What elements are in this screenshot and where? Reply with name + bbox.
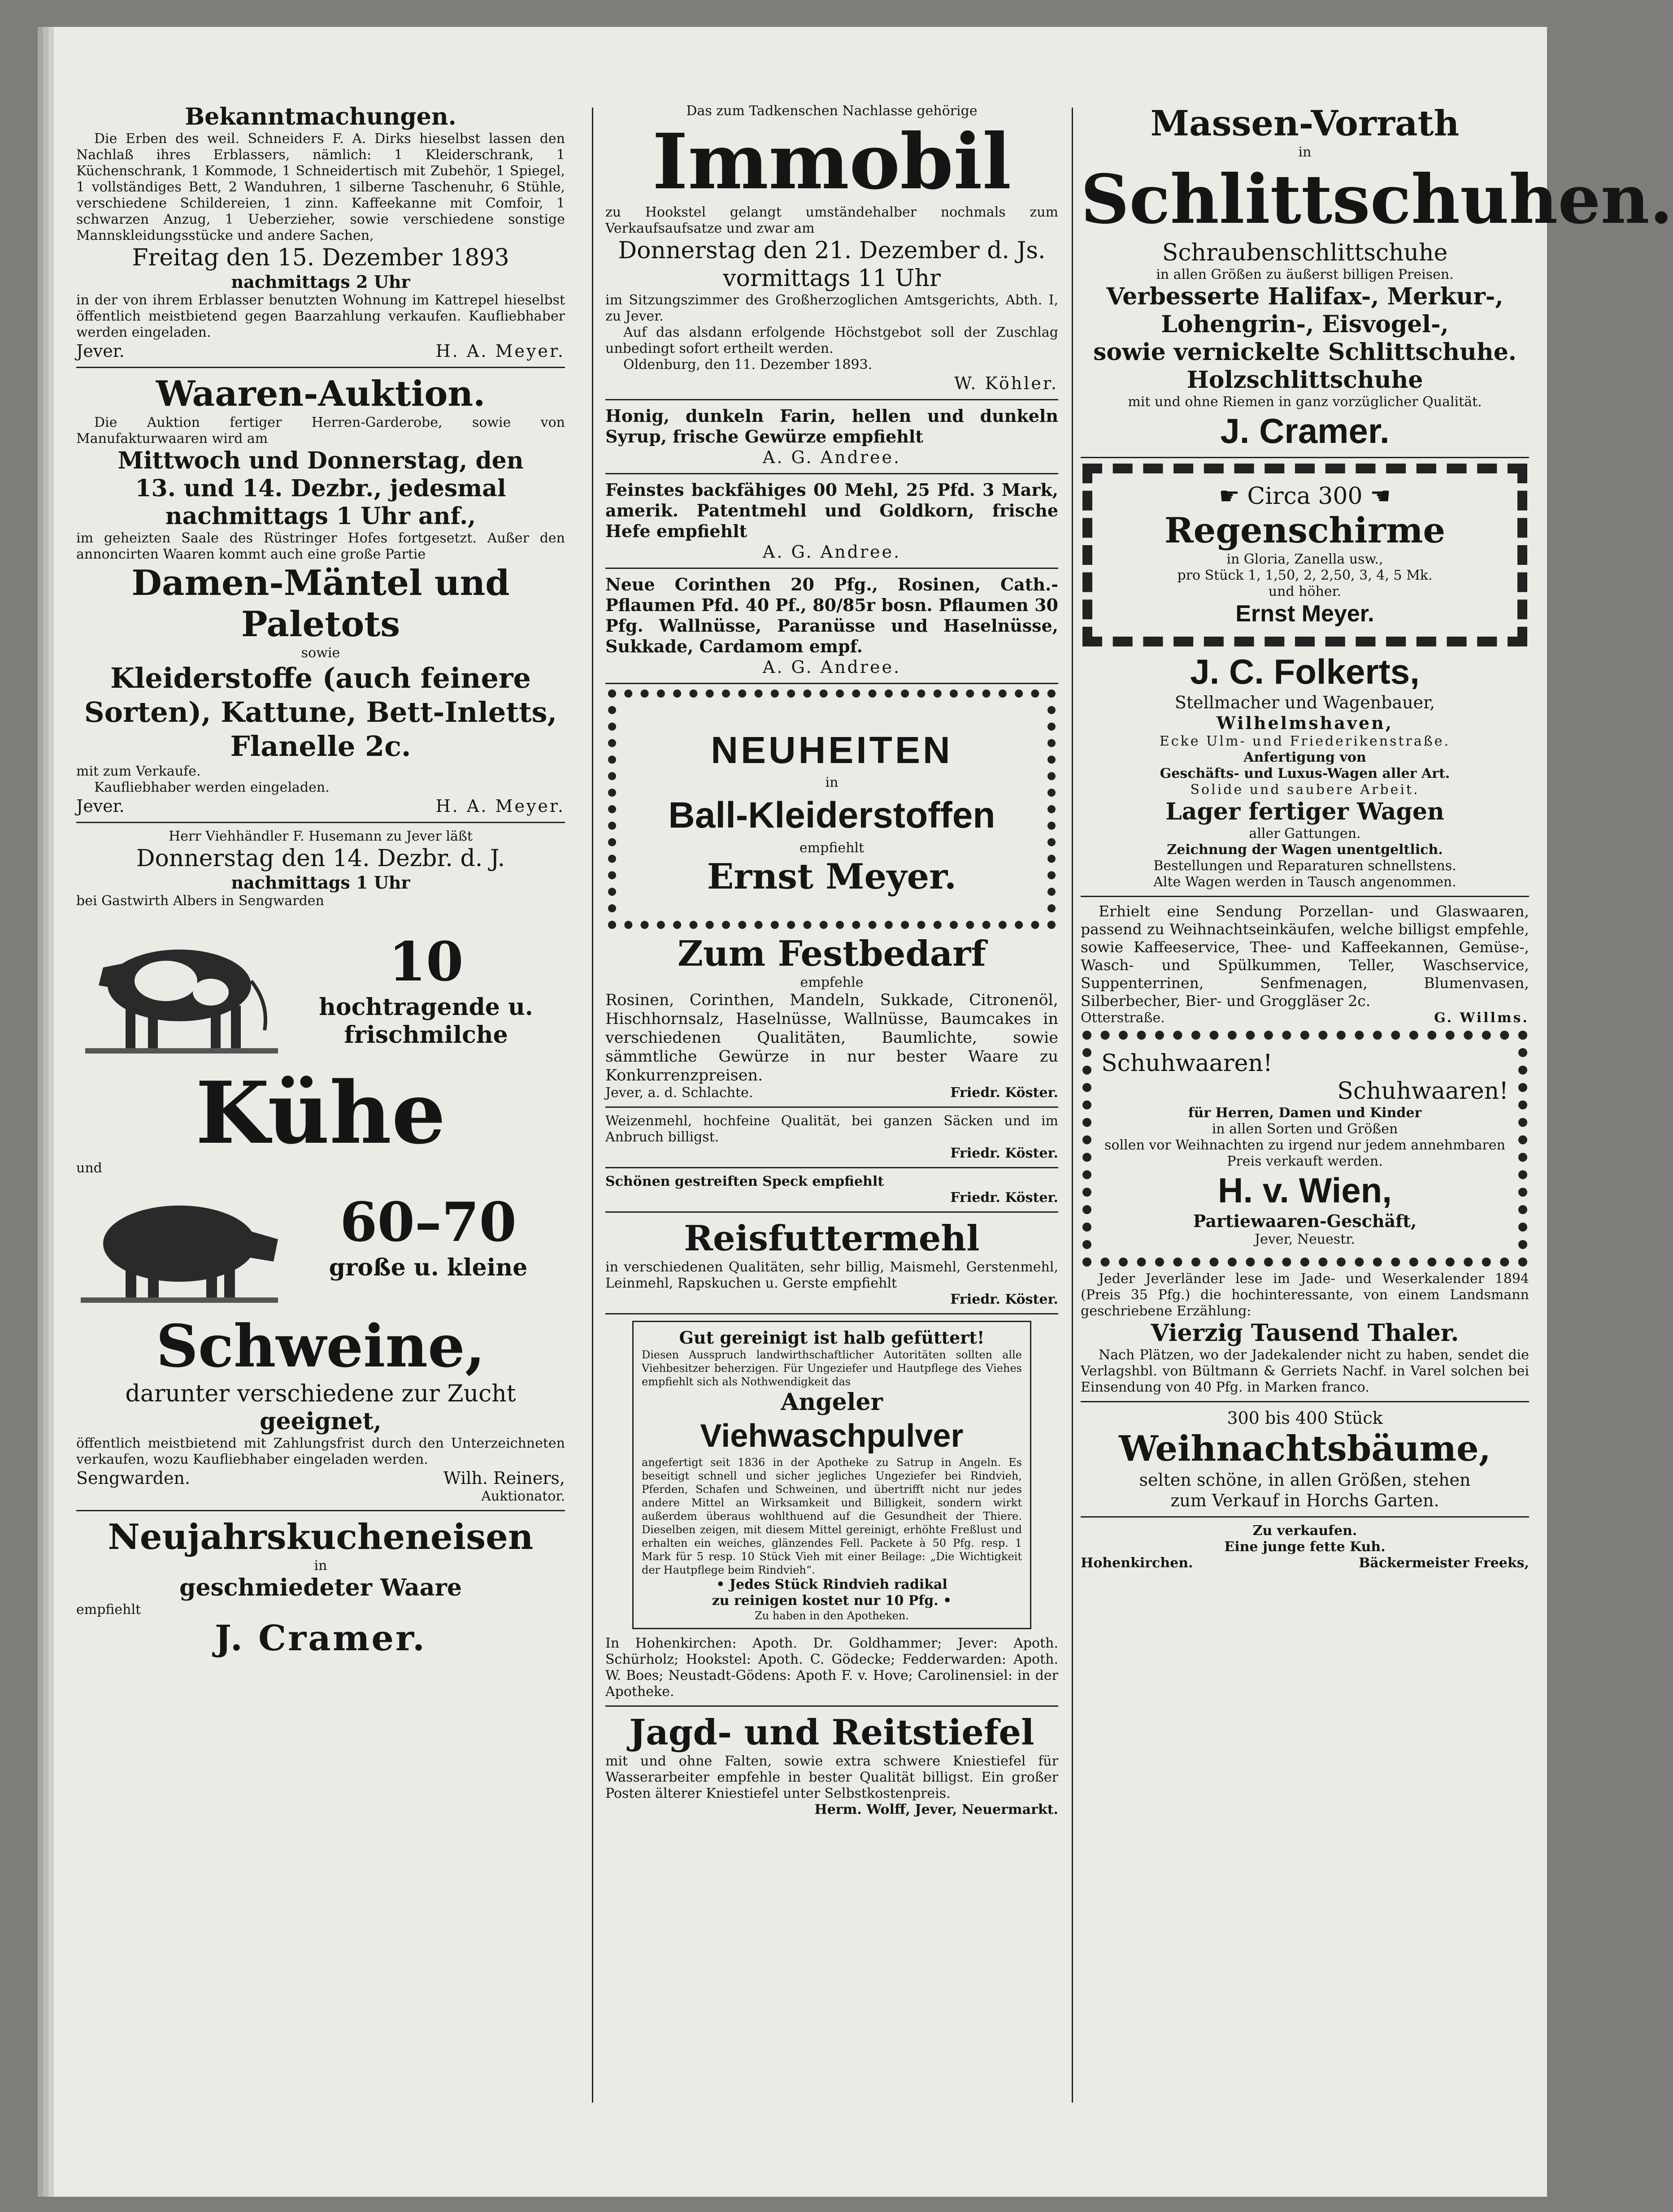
viehwaschpulver-head: Gut gereinigt ist halb gefüttert!	[679, 1327, 985, 1348]
cow-frischmilche: frischmilche	[344, 1021, 508, 1049]
neuheiten-in: in	[825, 775, 839, 790]
folkerts-title: J. C. Folkerts,	[1190, 652, 1420, 691]
divider	[605, 1106, 1058, 1108]
regenschirme-circa-text: Circa 300	[1247, 483, 1363, 510]
holzschlittschuhe: Holzschlittschuhe	[1186, 366, 1423, 394]
neujahrskucheneisen-sub: geschmiedeter Waare	[179, 1574, 462, 1601]
weihnachtsbaeume-l2: zum Verkauf in Horchs Garten.	[1170, 1491, 1439, 1510]
regenschirme-box	[1082, 464, 1527, 646]
immobil-intro: Das zum Tadkenschen Nachlasse gehörige	[686, 103, 978, 119]
waaren-auktion-signature	[76, 796, 565, 816]
divider	[76, 822, 565, 823]
place: Jever.	[76, 796, 125, 816]
pig-text	[291, 1191, 565, 1282]
regenschirme-line2: pro Stück 1, 1,50, 2, 2,50, 3, 4, 5 Mk.	[1177, 568, 1433, 583]
massen-vorrath-line: in allen Größen zu äußerst billigen Preisen.	[1156, 267, 1454, 282]
divider	[1081, 896, 1529, 897]
schuhwaaren-addr: Jever, Neuestr.	[1255, 1232, 1355, 1247]
massen-vorrath-in: in	[1298, 144, 1312, 160]
pig-count: 60–70	[340, 1191, 517, 1254]
viehhaendler-time: nachmittags 1 Uhr	[231, 872, 410, 893]
neuheiten-emp: empfiehlt	[799, 840, 865, 856]
neuheiten-sign: Ernst Meyer.	[707, 856, 957, 897]
divider	[605, 1211, 1058, 1213]
schweine-darunter: darunter verschiedene zur Zucht	[125, 1380, 516, 1407]
divider	[605, 399, 1058, 400]
weihnachtsbaeume-title: Weihnachtsbäume,	[1119, 1428, 1491, 1469]
folkerts-anf: Anfertigung von	[1243, 750, 1366, 765]
schuhwaaren-l2: in allen Sorten und Größen	[1212, 1121, 1398, 1137]
folkerts-allg: aller Gattungen.	[1249, 826, 1361, 841]
folkerts-sub: Stellmacher und Wagenbauer,	[1174, 693, 1435, 712]
viehhaendler-intro: Herr Viehhändler F. Husemann zu Jever läßt	[169, 828, 473, 844]
honig-sign: A. G. Andree.	[762, 447, 901, 467]
folkerts-zeich: Zeichnung der Wagen unentgeltlich.	[1167, 842, 1443, 858]
reisfuttermehl-body: in verschiedenen Qualitäten, sehr billig, Maismehl, Gerstenmehl, Leinmehl, Rapskuchen u. Gerste empfiehlt	[605, 1259, 1058, 1291]
apotheken-list: In Hohenkirchen: Apoth. Dr. Goldhammer; Jever: Apoth. Schürholz; Hookstel: Apoth. C. Gödecke; Fedderwarden: Apoth. W. Boes; Neustadt-Gödens: Apoth F. v. Hove; Carolinensiel: in der Apotheke.	[605, 1635, 1058, 1700]
waaren-auktion-intro: Die Auktion fertiger Herren-Garderobe, sowie von Manufakturwaaren wird am	[76, 415, 565, 447]
signer: G. Willms.	[1434, 1010, 1529, 1026]
pig-grosse: große u. kleine	[329, 1254, 528, 1281]
schweine-title: Schweine,	[156, 1312, 486, 1380]
schuhwaaren-sub: Partiewaaren-Geschäft,	[1193, 1211, 1417, 1231]
folkerts-lager: Lager fertiger Wagen	[1165, 798, 1444, 825]
signer: Bäckermeister Freeks,	[1359, 1555, 1529, 1571]
schraubenschlittschuhe: Schraubenschlittschuhe	[1162, 239, 1448, 266]
divider	[76, 367, 565, 368]
schuhwaaren-1: Schuhwaaren!	[1101, 1050, 1273, 1077]
place: Otterstraße.	[1081, 1010, 1165, 1026]
place: Jever.	[76, 341, 125, 361]
regenschirme-sign: Ernst Meyer.	[1235, 601, 1374, 627]
waaren-auktion-body: im geheizten Saale des Rüstringer Hofes fortgesetzt. Außer den annoncirten Waaren kommt auch eine große Partie	[76, 530, 565, 562]
willms-body: Erhielt eine Sendung Porzellan- und Glaswaaren, passend zu Weihnachtseinkäufen, welche billigst empfehle, sowie Kaffeeservice, Thee- und Kaffeekannen, Gemüse-, Wasch- und Spülkummen, Teller, Waschservice, Suppenterrinen, Senfmenagen, Blumenvasen, Silberbecher, Bier- und Groggläser 2c.	[1081, 902, 1529, 1010]
viehwaschpulver-haben: Zu haben in den Apotheken.	[755, 1609, 909, 1622]
und-label: und	[76, 1160, 102, 1176]
cow-text	[287, 931, 565, 1049]
auktionator-label: Auktionator.	[481, 1488, 565, 1504]
speck-sign: Friedr. Köster.	[950, 1190, 1058, 1206]
waaren-auktion-big3: Kleiderstoffe (auch feinere Sorten), Kattune, Bett-Inletts, Flanelle 2c.	[84, 662, 557, 763]
immobil-body: zu Hookstel gelangt umständehalber nochmals zum Verkaufsaufsatze und zwar am	[605, 204, 1058, 236]
divider	[605, 1313, 1058, 1314]
immobil-date2: Oldenburg, den 11. Dezember 1893.	[623, 357, 873, 373]
mehl-text: Feinstes backfähiges 00 Mehl, 25 Pfd. 3 Mark, amerik. Patentmehl und Goldkorn, frische Hefe empfiehlt	[605, 480, 1058, 541]
massen-vorrath-sign: J. Cramer.	[1220, 411, 1390, 451]
festbedarf-signature	[605, 1085, 1058, 1101]
divider	[605, 473, 1058, 474]
kuehe-title: Kühe	[195, 1063, 446, 1163]
column-rule-right	[1072, 108, 1073, 2103]
place: Jever, a. d. Schlachte.	[605, 1085, 753, 1101]
cow-count: 10	[388, 930, 464, 993]
schweine-body: öffentlich meistbietend mit Zahlungsfrist durch den Unterzeichneten verkaufen, wozu Kaufliebhaber eingeladen werden.	[76, 1436, 565, 1467]
folkerts-alte: Alte Wagen werden in Tausch angenommen.	[1153, 874, 1456, 890]
honig-text: Honig, dunkeln Farin, hellen und dunkeln Syrup, frische Gewürze empfiehlt	[605, 406, 1058, 447]
neuheiten-box	[608, 690, 1056, 929]
cow-illustration-icon	[76, 914, 287, 1066]
zu-verkaufen-signature	[1081, 1555, 1529, 1571]
viehwaschpulver-rind2: zu reinigen kostet nur 10 Pfg. •	[712, 1593, 952, 1609]
viehwaschpulver-t2: Viehwaschpulver	[700, 1418, 964, 1454]
place: Sengwarden.	[76, 1468, 191, 1488]
left-column	[76, 103, 565, 2130]
massen-vorrath-line2: mit und ohne Riemen in ganz vorzüglicher Qualität.	[1128, 394, 1482, 410]
festbedarf-title: Zum Festbedarf	[678, 933, 986, 974]
weizenmehl-text: Weizenmehl, hochfeine Qualität, bei ganzen Säcken und im Anbruch billigst.	[605, 1113, 1058, 1145]
signer: H. A. Meyer.	[435, 796, 565, 816]
massen-vorrath-title: Massen-Vorrath	[1150, 103, 1460, 144]
zu-verkaufen-text: Eine junge fette Kuh.	[1224, 1539, 1386, 1555]
divider	[1081, 457, 1529, 458]
neuheiten-sub: Ball-Kleiderstoffen	[668, 795, 995, 836]
immobil-body2: im Sitzungszimmer des Großherzoglichen Amtsgerichts, Abth. I, zu Jever.	[605, 292, 1058, 324]
viehhaendler-date: Donnerstag den 14. Dezbr. d. J.	[136, 845, 505, 872]
jeverlaender-body2: Nach Plätzen, wo der Jadekalender nicht zu haben, sendet die Verlagshbl. von Bültmann & Gerriets Nachf. in Varel solchen bei Einsendung von 40 Pfg. in Marken franco.	[1081, 1347, 1529, 1395]
reisfuttermehl-title: Reisfuttermehl	[684, 1218, 980, 1259]
bekanntmachungen-title: Bekanntmachungen.	[185, 103, 456, 130]
pig-row	[76, 1160, 565, 1313]
massen-vorrath-b1: Verbesserte Halifax-, Merkur-,	[1106, 283, 1504, 310]
middle-column	[605, 103, 1058, 2130]
jeverlaender-title: Vierzig Tausend Thaler.	[1151, 1319, 1459, 1347]
viehwaschpulver-intro: Diesen Ausspruch landwirthschaftlicher Autoritäten sollten alle Viehbesitzer beherzigen. Für Ungeziefer und Hautpflege des Viehes empfiehlt sich als Nothwendigkeit das	[642, 1349, 1022, 1388]
corinthen-text: Neue Corinthen 20 Pfg., Rosinen, Cath.-Pflaumen Pfd. 40 Pf., 80/85r bosn. Pflaumen 30 Pfg. Wallnüsse, Paranüsse und Haselnüsse, Sukkade, Cardamom empf.	[605, 574, 1058, 656]
waaren-auktion-big1: Damen-Mäntel und	[131, 563, 510, 603]
right-column	[1081, 103, 1673, 2130]
massen-vorrath-b3: sowie vernickelte Schlittschuhe.	[1093, 338, 1517, 366]
waaren-auktion-date3: nachmittags 1 Uhr anf.,	[165, 503, 476, 530]
schweine-signature	[76, 1468, 565, 1488]
schuhwaaren-sign: H. v. Wien,	[1218, 1171, 1392, 1210]
viehhaendler-location: bei Gastwirth Albers in Sengwarden	[76, 893, 324, 909]
bekanntmachungen-signature	[76, 341, 565, 361]
immobil-body3: Auf das alsdann erfolgende Höchstgebot soll der Zuschlag unbedingt sofort ertheilt werden.	[605, 325, 1058, 356]
waaren-auktion-sowie: sowie	[301, 645, 340, 661]
viehwaschpulver-t1: Angeler	[781, 1388, 883, 1416]
regenschirme-circa	[1101, 482, 1508, 510]
immobil-time: vormittags 11 Uhr	[723, 265, 941, 292]
divider	[605, 683, 1058, 684]
festbedarf-body: Rosinen, Corinthen, Mandeln, Sukkade, Citronenöl, Hischhornsalz, Haselnüsse, Wallnüsse, Baumcakes in verschiedenen Qualitäten, Baumlichte, sowie sämmtliche Gewürze in nur bester Waare zu Konkurrenzpreisen.	[605, 991, 1058, 1084]
signer: Wilh. Reiners,	[443, 1468, 565, 1488]
divider	[1081, 1516, 1529, 1518]
schuhwaaren-2: Schuhwaaren!	[1337, 1078, 1508, 1105]
waaren-auktion-title: Waaren-Auktion.	[156, 373, 486, 414]
neujahrskucheneisen-sign: J. Cramer.	[214, 1618, 427, 1659]
waaren-auktion-date1: Mittwoch und Donnerstag, den	[117, 447, 524, 474]
signer: Friedr. Köster.	[950, 1085, 1058, 1101]
bekanntmachungen-time: nachmittags 2 Uhr	[231, 272, 410, 292]
immobil-title: Immobil	[652, 117, 1012, 207]
immobil-date: Donnerstag den 21. Dezember d. Js.	[618, 237, 1046, 264]
weizenmehl-sign: Friedr. Köster.	[950, 1145, 1058, 1161]
jagdstiefel-title: Jagd- und Reitstiefel	[629, 1712, 1034, 1753]
schuhwaaren-box	[1082, 1031, 1527, 1266]
speck-text: Schönen gestreiften Speck empfiehlt	[605, 1174, 884, 1189]
neujahrskucheneisen-title: Neujahrskucheneisen	[108, 1517, 534, 1557]
divider	[1081, 1401, 1529, 1402]
cow-hochtragende: hochtragende u.	[319, 993, 533, 1021]
schuhwaaren-l3: sollen vor Weihnachten zu irgend nur jedem annehmbaren Preis verkauft werden.	[1104, 1137, 1505, 1169]
waaren-auktion-end2: Kaufliebhaber werden eingeladen.	[94, 780, 330, 795]
bekanntmachungen-body: Die Erben des weil. Schneiders F. A. Dirks hieselbst lassen den Nachlaß ihres Erblassers, nämlich: 1 Kleiderschrank, 1 Küchenschrank, 1 Kommode, 1 Schneidertisch mit Zubehör, 1 Spiegel, 1 vollständiges Bett, 2 Wanduhren, 1 silberne Taschenuhr, 6 Stühle, verschiedene Schildereien, 1 zinn. Kaffeekanne mit Comfoir, 1 schwarzen Anzug, 1 Ueberzieher, sowie verschiedene sonstige Mannskleidungsstücke und andere Sachen,	[76, 131, 565, 243]
jagdstiefel-body: mit und ohne Falten, sowie extra schwere Kniestiefel für Wasserarbeiter empfehle in bester Qualität billigst. Ein großer Posten älterer Kniestiefel unter Selbstkostenpreis.	[605, 1753, 1058, 1801]
viehwaschpulver-rind1: • Jedes Stück Rindvieh radikal	[716, 1577, 947, 1592]
pig-block	[76, 1160, 291, 1313]
folkerts-addr: Ecke Ulm- und Friederikenstraße.	[1159, 733, 1451, 749]
immobil-sign: W. Köhler.	[954, 373, 1058, 393]
bekanntmachungen-date: Freitag den 15. Dezember 1893	[132, 244, 509, 271]
divider	[605, 568, 1058, 569]
waaren-auktion-end1: mit zum Verkaufe.	[76, 763, 201, 779]
reisfuttermehl-sign: Friedr. Köster.	[950, 1292, 1058, 1307]
jagdstiefel-sign: Herm. Wolff, Jever, Neuermarkt.	[814, 1802, 1058, 1817]
divider	[605, 1167, 1058, 1168]
neujahrskucheneisen-emp: empfiehlt	[76, 1602, 141, 1618]
regenschirme-line1: in Gloria, Zanella usw.,	[1226, 551, 1383, 567]
weihnachtsbaeume-l1: selten schöne, in allen Größen, stehen	[1139, 1470, 1471, 1490]
viehwaschpulver-body: angefertigt seit 1836 in der Apotheke zu Satrup in Angeln. Es beseitigt schnell und sicher jegliches Ungeziefer bei Rindvieh, Pferden, Schafen und Schweinen, und übertrifft nicht nur jedes andere Mittel an Wirksamkeit und Billigkeit, sondern wirkt außerdem überaus wohlthuend auf die Gesundheit der Thiere. Dieselben zeigen, mit diesem Mittel gereinigt, erhöhte Freßlust und erhalten ein weiches, glänzendes Fell. Packete à 50 Pfg. resp. 1 Mark für 5 resp. 10 Stück Vieh mit einer Beilage: „Die Wichtigkeit der Hautpflege beim Rindvieh“.	[642, 1456, 1022, 1576]
cow-row	[76, 914, 565, 1066]
schweine-geeignet: geeignet,	[260, 1408, 382, 1435]
waaren-auktion-date2: 13. und 14. Dezbr., jedesmal	[135, 475, 506, 502]
place: Hohenkirchen.	[1081, 1555, 1193, 1571]
festbedarf-emp: empfehle	[800, 975, 864, 990]
hand-pointer-icon: ☛	[1219, 483, 1240, 510]
hand-pointer-icon: ☚	[1370, 483, 1391, 510]
weihnachtsbaeume-count: 300 bis 400 Stück	[1227, 1408, 1383, 1428]
bekanntmachungen-body2: in der von ihrem Erblasser benutzten Wohnung im Kattrepel hieselbst öffentlich meistbietend gegen Baarzahlung verkaufen. Kaufliebhaber werden eingeladen.	[76, 292, 565, 340]
column-rule-left	[592, 108, 593, 2103]
regenschirme-title: Regenschirme	[1164, 510, 1446, 551]
jeverlaender-body: Jeder Jeverländer lese im Jade- und Weserkalender 1894 (Preis 35 Pfg.) die hochinteressante, von einem Landsmann geschriebene Erzählung:	[1081, 1271, 1529, 1319]
pig-illustration-icon	[76, 1176, 282, 1311]
folkerts-city: Wilhelmshaven,	[1216, 713, 1394, 733]
folkerts-wagen: Geschäfts- und Luxus-Wagen aller Art.	[1160, 766, 1450, 781]
neujahrskucheneisen-in: in	[314, 1558, 327, 1574]
folkerts-best: Bestellungen und Reparaturen schnellstens.	[1153, 858, 1456, 874]
zu-verkaufen-head: Zu verkaufen.	[1252, 1523, 1357, 1539]
waaren-auktion-big2: Paletots	[241, 604, 400, 645]
willms-signature	[1081, 1010, 1529, 1026]
regenschirme-line3: und höher.	[1268, 584, 1342, 599]
neuheiten-title: NEUHEITEN	[711, 729, 953, 771]
signer: H. A. Meyer.	[435, 341, 565, 361]
mehl-sign: A. G. Andree.	[762, 542, 901, 562]
corinthen-sign: A. G. Andree.	[762, 657, 901, 677]
massen-vorrath-b2: Lohengrin-, Eisvogel-,	[1161, 311, 1449, 338]
divider	[605, 1705, 1058, 1707]
schlittschuhen-title: Schlittschuhen.	[1081, 160, 1673, 239]
divider	[76, 1510, 565, 1511]
folkerts-solid: Solide und saubere Arbeit.	[1190, 782, 1420, 798]
schuhwaaren-l1: für Herren, Damen und Kinder	[1188, 1105, 1422, 1121]
viehwaschpulver-box	[632, 1321, 1031, 1629]
